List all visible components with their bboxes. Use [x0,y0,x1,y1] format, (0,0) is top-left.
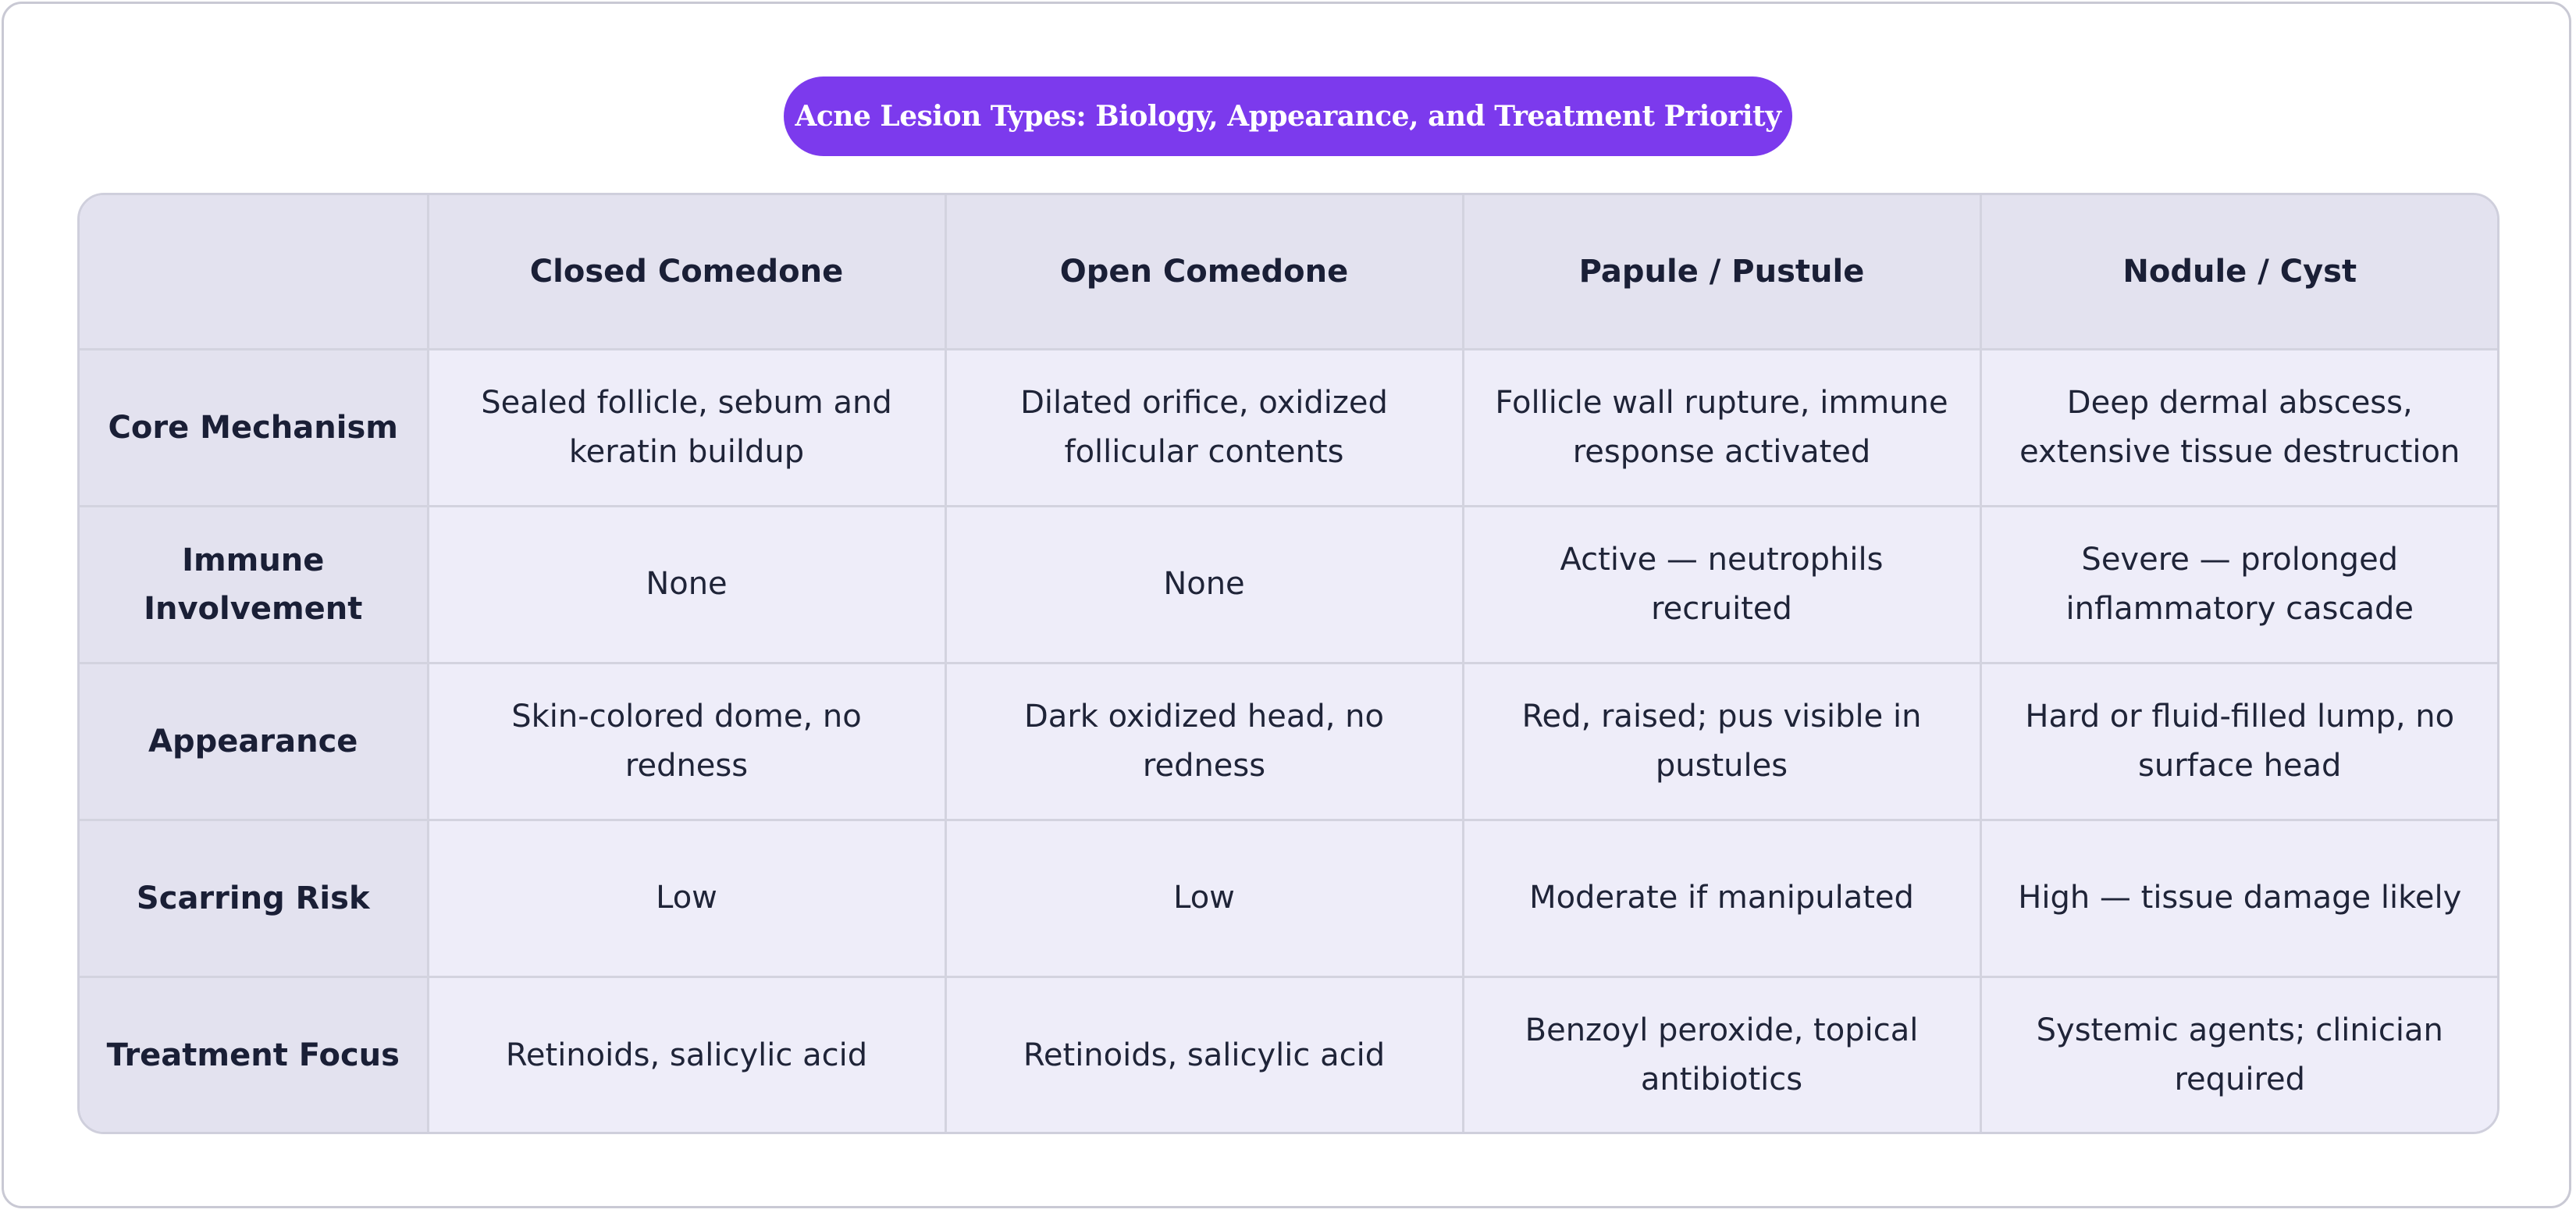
table-cell: Follicle wall rupture, immune response activated [1463,349,1980,506]
header-corner-cell [80,195,428,349]
table-cell: Hard or fluid-filled lump, no surface head [1980,663,2498,820]
table-cell: None [945,506,1463,663]
table-cell: Skin-colored dome, no redness [428,663,945,820]
table-cell: Moderate if manipulated [1463,820,1980,976]
table-cell: Low [945,820,1463,976]
table-cell: Sealed follicle, sebum and keratin buildup [428,349,945,506]
comparison-table-container [77,193,2500,1134]
column-header-nodule-cyst: Nodule / Cyst [1980,195,2498,349]
table-row-scarring-risk [80,820,2498,976]
title-pill [784,76,1792,156]
table-cell: Severe — prolonged inflammatory cascade [1980,506,2498,663]
table-row-treatment-focus [80,976,2498,1133]
table-row-appearance [80,663,2498,820]
table-cell: None [428,506,945,663]
table-cell: Systemic agents; clinician required [1980,976,2498,1133]
table-cell: Red, raised; pus visible in pustules [1463,663,1980,820]
table-cell: Retinoids, salicylic acid [428,976,945,1133]
table-cell: Retinoids, salicylic acid [945,976,1463,1133]
row-header-immune-involvement: Immune Involvement [80,506,428,663]
table-cell: Benzoyl peroxide, topical antibiotics [1463,976,1980,1133]
row-header-scarring-risk: Scarring Risk [80,820,428,976]
table-cell: Low [428,820,945,976]
row-header-appearance: Appearance [80,663,428,820]
column-header-closed-comedone: Closed Comedone [428,195,945,349]
row-header-treatment-focus: Treatment Focus [80,976,428,1133]
table-row-immune-involvement [80,506,2498,663]
table-cell: Dark oxidized head, no redness [945,663,1463,820]
table-cell: Deep dermal abscess, extensive tissue destruction [1980,349,2498,506]
column-header-open-comedone: Open Comedone [945,195,1463,349]
table-cell: High — tissue damage likely [1980,820,2498,976]
header-row [80,195,2498,349]
diagram-title: Acne Lesion Types: Biology, Appearance, and Treatment Priority [795,100,1781,133]
comparison-table [80,195,2498,1133]
table-row-core-mechanism [80,349,2498,506]
column-header-papule-pustule: Papule / Pustule [1463,195,1980,349]
table-cell: Dilated orifice, oxidized follicular contents [945,349,1463,506]
table-cell: Active — neutrophils recruited [1463,506,1980,663]
row-header-core-mechanism: Core Mechanism [80,349,428,506]
